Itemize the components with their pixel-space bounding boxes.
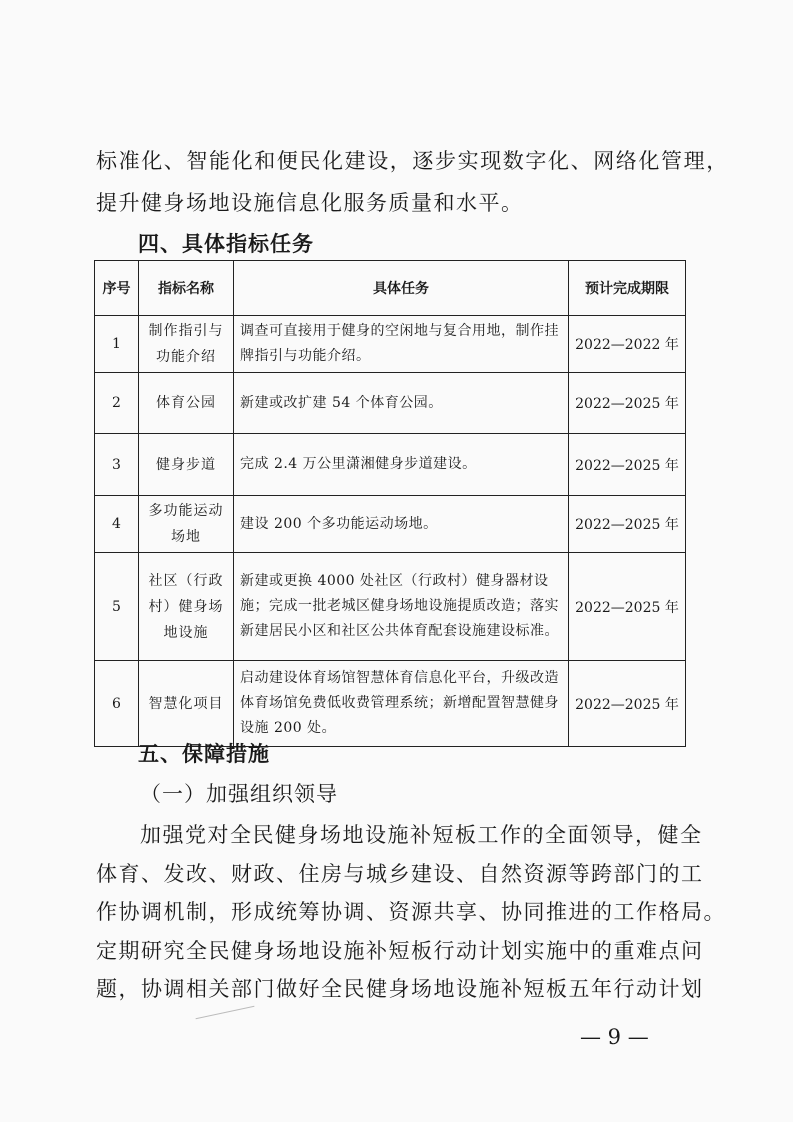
table-row [95,661,686,747]
row-deadline: 2022—2025 年 [569,373,686,434]
row-no: 3 [95,434,139,496]
row-task: 完成 2.4 万公里潇湘健身步道建设。 [234,434,569,496]
table-row [95,373,686,434]
section-5-title: 五、保障措施 [138,742,270,766]
header-name: 指标名称 [139,261,234,316]
row-name: 智慧化项目 [139,661,234,747]
row-task: 启动建设体育场馆智慧体育信息化平台，升级改造体育场馆免费低收费管理系统；新增配置智慧健身设施 200 处。 [234,661,569,747]
section-4-title: 四、具体指标任务 [138,232,314,256]
body-line-4: 定期研究全民健身场地设施补短板行动计划实施中的重难点问 [96,939,704,963]
row-name: 社区（行政村）健身场地设施 [139,553,234,661]
row-name: 制作指引与功能介绍 [139,316,234,373]
row-no: 2 [95,373,139,434]
row-deadline: 2022—2025 年 [569,496,686,553]
row-name: 体育公园 [139,373,234,434]
row-task: 新建或改扩建 54 个体育公园。 [234,373,569,434]
table-row [95,316,686,373]
table-header-row [95,261,686,316]
table-row [95,553,686,661]
row-no: 4 [95,496,139,553]
header-no: 序号 [95,261,139,316]
task-table [94,260,686,747]
row-task: 调查可直接用于健身的空闲地与复合用地，制作挂牌指引与功能介绍。 [234,316,569,373]
header-task: 具体任务 [234,261,569,316]
row-name: 多功能运动场地 [139,496,234,553]
intro-line-2: 提升健身场地设施信息化服务质量和水平。 [96,191,524,215]
body-line-5: 题，协调相关部门做好全民健身场地设施补短板五年行动计划 [96,977,704,1001]
header-deadline: 预计完成期限 [569,261,686,316]
body-line-3: 作协调机制，形成统筹协调、资源共享、协同推进的工作格局。 [96,900,726,924]
row-deadline: 2022—2025 年 [569,434,686,496]
row-deadline: 2022—2025 年 [569,553,686,661]
body-line-1: 加强党对全民健身场地设施补短板工作的全面领导，健全 [140,823,703,847]
row-no: 5 [95,553,139,661]
row-no: 1 [95,316,139,373]
row-deadline: 2022—2025 年 [569,661,686,747]
intro-line-1: 标准化、智能化和便民化建设，逐步实现数字化、网络化管理， [96,149,729,173]
table-row [95,496,686,553]
row-name: 健身步道 [139,434,234,496]
row-deadline: 2022—2022 年 [569,316,686,373]
row-task: 新建或更换 4000 处社区（行政村）健身器材设施；完成一批老城区健身场地设施提质改造；落实新建居民小区和社区公共体育配套设施建设标准。 [234,553,569,661]
subsection-1-title: （一）加强组织领导 [140,782,338,806]
row-task: 建设 200 个多功能运动场地。 [234,496,569,553]
table-row [95,434,686,496]
page-number: — 9 — [580,1025,649,1049]
row-no: 6 [95,661,139,747]
body-line-2: 体育、发改、财政、住房与城乡建设、自然资源等跨部门的工 [96,862,704,886]
